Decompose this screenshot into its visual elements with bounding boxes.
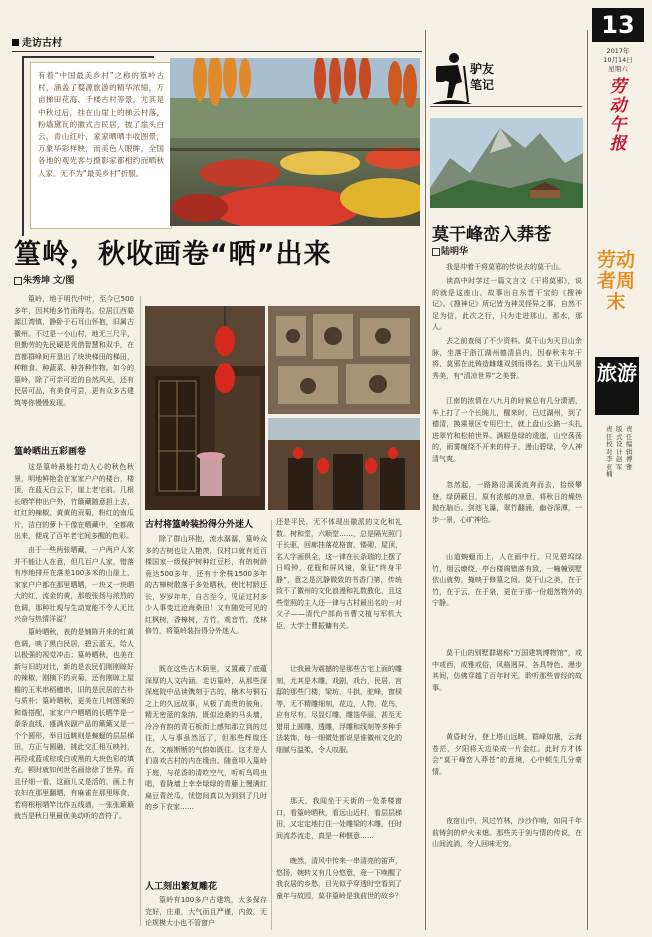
brand-calligraphy-logo: 劳动午报 xyxy=(609,77,627,154)
section-marker xyxy=(12,39,19,46)
right-para2: 读高中时学过一篇文言文《干将莫邪》，说的就是这座山。故事出自东晋干宝的《搜神记》。《搜神记》所记皆为神灵怪异之事，自然不足为信，此次之行，只为走进那山，那水，那人。 xyxy=(432,277,582,331)
column-badge-line2: 笔记 xyxy=(470,78,495,92)
editor-credit-1: 责任编辑 傅雅 xyxy=(626,425,633,471)
col1-para3: 由于一些两张晒藏，一户两户人家并不能让人在意，但几百户人家，错落有序地排开在落差100多米的山崖上，家家户户都在那里晒晒，一块又一块晒大的红，流金的黄，那般张扬与浓烈的色调，那种壮观与生动宽能不令人无比兴奋与热情洋溢？ xyxy=(14,546,134,623)
col1-para1: 篁岭，地于明代中叶，至今已500多年，因其地多竹而得名。位居江西婺源江湾镇，静卧于石耳山怀抱，旧属古徽州。不过是一小山村，地无三尺平，但勤劳的先民硬是凭借智慧和双手，在首都群峰间开垦出了块块梯田的梯田，种粮食、种蔬菜、种各种作物。如今的篁岭，除了可亲可近的自然风光，还有民居可品，有美食可尝，更有众多古建筑等你慢慢发现。 xyxy=(14,295,134,407)
byline-marker xyxy=(14,277,22,285)
col3-para1: 还是平民，无不体现出徽派的文化和礼数。树和堂，六顺堂……，总是隔光照门于长驱，回廊挂落花格窗，镂砌，屋顶，名人字画俱全，这一律在长条瑞的上摆了日鸣钟，花瓶和屏风镜，象征“终身平静”，意之是沉静微致的书香门第，传统致不了徽州的文化浪漫和礼数教化，且这些堂照的主人还一律与古村最出名的一对父子——清代户部尚书曹文植与军机大臣，大学士曹振镛有关。 xyxy=(276,518,402,630)
date-year: 2017年 xyxy=(606,47,630,55)
right-byline-marker xyxy=(432,248,440,256)
page-number: 13 xyxy=(592,8,644,42)
drying-crops-illustration xyxy=(170,58,420,226)
section-label: 走访古村 xyxy=(22,38,62,49)
right-para4: 江南的浓情在八九月的时候总有几分潇洒，车上打了一个长盹儿，醒来时，已过湖州，到了德清，换乘景区专用巴士，就上盘山公路一头扎进翠竹和松柏世界。满眼是绿的逶迤，山空荡荡的，雨雾缠绕不开来的样子，漫山碧绿，令人神清气爽。 xyxy=(432,397,582,463)
topic-title: 旅游 xyxy=(597,361,637,385)
right-byline: 陆明华 xyxy=(441,247,469,257)
col1-para2: 这是篁岭最能打动人心的秋色秋景，明地鲜艳金在家家户户的楼台，楼顶，在蓝天白云下，崖上老宅前。几根长晒竿伸出户外，竹簸藏随意担上去，红红的辣椒、黄黄的贡菊，粉红的南瓜片，洁白的萝卜干像在晒藏中，全都敞出来，便成了百年老宅间多醒的色彩。 xyxy=(14,463,134,540)
col2-para1: 除了群山环抱，流水潺潺，篁岭众多的古树也让人艳羡，仅村口就有近百棵国家一级保护树种红豆杉，有的树龄竟达500多年，还有十余株1500多年的古樟树散落于多处晒秋，使比村龄还长，岁岁年年，自古至今，见证过村多少人事变迁沧海桑田！又有随处可见的红枫树，香樟树，方竹，观音竹，茂林修竹，将篁岭装扮得分外迷人。 xyxy=(145,535,267,635)
subheading-carving: 人工刻出繁复雕花 xyxy=(145,882,218,892)
right-para8: 黄昏时分，登上塔山远眺，群峰如黛，云海苍茫，夕阳将天边染成一片金红。此时方才体会“莫干峰峦入莽苍”的意境，心中顿生几分豪情。 xyxy=(432,733,582,776)
col2-para2: 既在这些古木荫里，又置藏了底蕴深厚的人文内涵。走访篁岭，从那些深深庭院中品读镌刻于古的，楠木与铜石之上的久远故事，从极了高贵的彼角，精无密蓝的象纳，既似沧桑的马头墙，冷冷有韵的青石板街上感知那立到的过往，人与事虽然远了，但那些辉煌还在，文痕断断的气韵如既往。这才是人们喜欢古村的内在缘由。随意叩入篁岭于庭，与花香的清吃空气，听听鸟鸣虫唱，看陇墙上幸幸绿绿的青藤上慢满红扁豆青丝瓜，忧惚间真以为到到了几时的乡下农家…… xyxy=(145,665,267,811)
photo-drying-crops xyxy=(170,58,420,226)
courtyard-illustration xyxy=(268,418,420,510)
right-headline: 莫干峰峦入莽苍 xyxy=(432,225,551,245)
right-para5: 忽然起，一路路沿溪溪流奔而去，拾级攀登，绿荫蔽日，原有浓郁的凉意，将秋日的燥热抛在脑后。剑池飞瀑，翠竹翻涌，幽谷深潭，一步一景，心旷神怡。 xyxy=(432,481,582,524)
date-weekday: 星期六 xyxy=(608,65,628,73)
photo-caption: 古村将篁岭装扮得分外迷人 xyxy=(145,520,254,530)
editor-credit-2: 版式设计 赵军 xyxy=(616,425,623,471)
right-para3: 去之前查阅了不少资料。莫干山为天目山余脉，坐落于浙江湖州德清县内，因春秋末年干将、莫邪在此铸造雌雄双剑而得名。莫干山风景秀美，有“清凉世界”之美誉。 xyxy=(432,337,582,380)
column-badge-line1: 驴友 xyxy=(470,62,495,76)
hiker-icon xyxy=(432,52,472,104)
col1-para4: 篁岭晒秋，表的是铺陈开来的红黄色调，映了黑白民居，碧云蓝天，给人以极强的视觉冲击；篁岭晒秋，也美在新与旧的对比，新的是农民们刚刚晾好的辣椒，刚摘下的贡菊，还有刚晾上屋檐的玉米串稻穗串，旧的是民居的古朴与质朴；篁岭晒秋，更美在几何图案的和谐搭配，家家户户晒晒的长晒竿是一条条直线，盛满农副产品的簸簸又是一个个圆形，举目远眺则是蜿蜒的层层梯田，方正与圆融，挑此交汇相互映衬，再经或蓝或棕或白或黑的大块色彩的填充，顿时就如何世名画徐徐了世界。而且仔细一看，这画儿又是活的，画上有农妇在那里翻晒，有麻雀在那里啄食，若将根根晒竿比作五线谱，一张张簸簸就当是秋日里最优美动听的音符了。 xyxy=(14,628,134,820)
main-headline: 篁岭，秋收画卷“晒”出来 xyxy=(14,239,332,270)
right-para7: 莫干山的别墅群堪称“万国建筑博物馆”，或中或西，或雅或俗，风格迥异，各具特色。漫步其间，仿佛穿越了百年时光，聆听那些曾经的故事。 xyxy=(432,649,582,692)
intro-text: 有着“中国最美乡村”之称的篁岭古村，涵盖了婺源旅游的精华浓缩，万亩梯田花海、千楼古村等景，尤其是中秋过后，挂在山崖上的梯云村落，粉墙黛瓦的徽式古民居，披了崖头白云，青山红叶，家家晒晒丰收图景，万象华彩样映，而美色人眼眸，全国各地的观光客与摄影家都相约而晒秋人家。无不为“最美乡村”折服。 xyxy=(38,71,164,178)
photo-courtyard xyxy=(268,418,420,510)
weekly-title: 劳动者周末 xyxy=(596,249,635,313)
right-para9: 夜宿山中，风过竹林，沙沙作响，如同千年前铸剑的炉火未熄。那些关于剑与情的传说，在山间流淌，令人回味无穷。 xyxy=(432,817,582,848)
col3-para4: 晚然，清风中传来一串清亮的笛声，悠扬，婉转又有几分悠意，竟一下唤醒了我农居的乡愁，目光似乎穿透时空看到了童年与故园，莫非篁岭是我前世的故乡？ xyxy=(276,857,402,900)
editor-credit-3: 责任校对 李亚楠 xyxy=(606,425,613,478)
photo-moganshan xyxy=(430,118,583,208)
lanterns-illustration xyxy=(145,306,265,510)
col2-para3: 篁岭有100多户古建筑，大多保存完好，庄重，大气而且严谨，内敛，无论规模大小也不管窗户 xyxy=(145,896,267,927)
wood-carving-illustration xyxy=(268,306,420,414)
date-day: 10月14日 xyxy=(603,56,633,64)
right-para1: 我是冲着干将莫邪的传说去的莫干山。 xyxy=(446,263,565,271)
photo-wood-carving xyxy=(268,306,420,414)
col3-para2: 让我最为震撼的是那些古宅上面的雕刻，尤其是木雕，戏剧，戏台，民居，宫邸的那些门楼，梁坊，斗拱，驼峰，窗棂等，无不精雕细刻，花边，人物，花鸟，应有尽有，尽显灯雕，雕箔华丽，甚至无猎用上圆雕，透雕，浮雕和线刻等多种手法装饰，每一细微处都说是谁徽州文化的细腻与温柔，令人叹服。 xyxy=(276,665,402,754)
mountain-illustration xyxy=(430,118,583,208)
main-byline: 朱秀坤 文/图 xyxy=(23,276,75,286)
subheading-drying: 篁岭晒出五彩画卷 xyxy=(14,447,87,457)
right-para6: 山道蜿蜒而上，人在画中行。只见碧坞绿竹，烟云缭绕，亭台楼阁错落有致，一幢幢别墅依山就势，掩映于修篁之间。莫干山之美，在于竹，在于云，在于泉，更在于那一份超然物外的宁静。 xyxy=(432,553,582,607)
col3-para3: 那天，我闻坐于天街的一处茶楼窗口，看篁岭晒秋，看远山近村，看层层梯田，又定定地打住一处雕梁的木雕，任时间流苏流走，真是一种惬意…… xyxy=(276,797,402,840)
photo-lanterns-interior xyxy=(145,306,265,510)
